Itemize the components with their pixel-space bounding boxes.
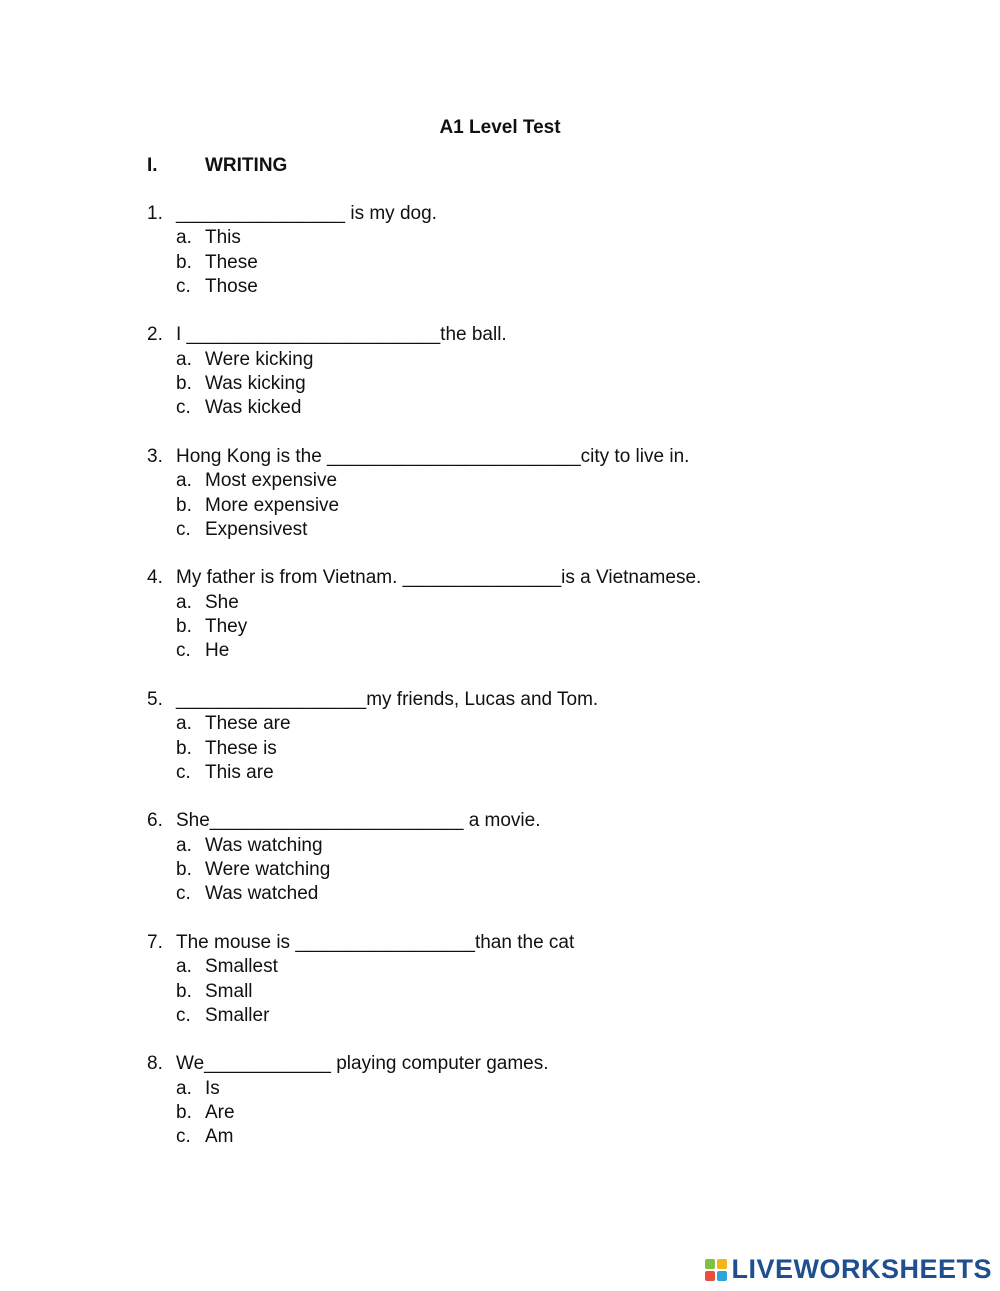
- option-letter: c.: [176, 275, 191, 297]
- option-letter: b.: [176, 859, 192, 881]
- question-prompt: [147, 566, 907, 590]
- option-text: This are: [205, 761, 274, 783]
- option-letter: a.: [176, 1077, 192, 1099]
- option-b[interactable]: [147, 737, 907, 761]
- option-a[interactable]: [147, 834, 907, 858]
- option-c[interactable]: [147, 639, 907, 663]
- question-text: ________________ is my dog.: [176, 203, 437, 224]
- option-text: Small: [205, 980, 253, 1002]
- brand-wordmark: LIVEWORKSHEETS: [731, 1254, 992, 1284]
- question-text: __________________my friends, Lucas and Tom.: [176, 688, 599, 710]
- option-a[interactable]: [147, 1077, 907, 1101]
- option-letter: b.: [176, 980, 192, 1002]
- section-heading: [147, 155, 287, 177]
- question-prompt: [147, 445, 907, 469]
- question-number: 1.: [147, 203, 163, 224]
- option-b[interactable]: [147, 1101, 907, 1125]
- question-2: [147, 323, 907, 420]
- option-text: She: [205, 591, 239, 613]
- option-text: Were kicking: [205, 348, 314, 370]
- question-number: 7.: [147, 931, 163, 953]
- option-letter: a.: [176, 470, 192, 492]
- question-number: 8.: [147, 1053, 163, 1075]
- question-text: Hong Kong is the ________________________city to live in.: [176, 445, 690, 467]
- question-text: My father is from Vietnam. _______________is a Vietnamese.: [176, 567, 702, 589]
- option-b[interactable]: [147, 251, 907, 275]
- option-text: These are: [205, 713, 291, 735]
- question-prompt: [147, 1052, 907, 1076]
- question-8: [147, 1052, 907, 1149]
- logo-square: [705, 1271, 715, 1281]
- option-c[interactable]: [147, 1125, 907, 1149]
- option-text: Smaller: [205, 1004, 270, 1026]
- option-letter: c.: [176, 640, 191, 662]
- option-c[interactable]: [147, 882, 907, 906]
- option-letter: a.: [176, 834, 192, 856]
- question-list: [147, 202, 907, 1174]
- option-letter: a.: [176, 227, 192, 249]
- option-a[interactable]: [147, 712, 907, 736]
- option-text: Was kicked: [205, 397, 302, 419]
- question-number: 2.: [147, 324, 163, 346]
- question-prompt: [147, 931, 907, 955]
- option-letter: c.: [176, 397, 191, 419]
- question-number: 5.: [147, 688, 163, 710]
- option-b[interactable]: [147, 494, 907, 518]
- option-c[interactable]: [147, 1004, 907, 1028]
- question-number: 6.: [147, 810, 163, 832]
- option-text: Was watched: [205, 883, 319, 905]
- option-text: Was kicking: [205, 373, 306, 395]
- option-c[interactable]: [147, 761, 907, 785]
- logo-square: [717, 1259, 727, 1269]
- option-text: Smallest: [205, 956, 278, 978]
- question-text: She________________________ a movie.: [176, 810, 541, 832]
- section-label: WRITING: [205, 155, 288, 176]
- question-prompt: [147, 323, 907, 347]
- option-text: Expensivest: [205, 518, 308, 540]
- option-letter: c.: [176, 518, 191, 540]
- option-text: Am: [205, 1126, 234, 1148]
- option-a[interactable]: [147, 469, 907, 493]
- page-title: A1 Level Test: [439, 117, 561, 138]
- option-b[interactable]: [147, 858, 907, 882]
- option-a[interactable]: [147, 226, 907, 250]
- question-text: We____________ playing computer games.: [176, 1053, 549, 1075]
- option-text: Those: [205, 275, 258, 297]
- option-text: More expensive: [205, 494, 340, 516]
- question-prompt: [147, 688, 907, 712]
- question-number: 3.: [147, 445, 163, 467]
- liveworksheets-logo-icon: [705, 1259, 727, 1281]
- liveworksheets-brand[interactable]: [705, 1254, 992, 1285]
- option-letter: c.: [176, 1004, 191, 1026]
- question-6: [147, 809, 907, 906]
- option-letter: a.: [176, 348, 192, 370]
- logo-square: [705, 1259, 715, 1269]
- option-b[interactable]: [147, 615, 907, 639]
- option-a[interactable]: [147, 955, 907, 979]
- option-letter: a.: [176, 956, 192, 978]
- option-text: Are: [205, 1101, 235, 1123]
- option-letter: c.: [176, 761, 191, 783]
- question-text: The mouse is _________________than the cat: [176, 931, 575, 953]
- question-4: [147, 566, 907, 663]
- question-number: 4.: [147, 567, 163, 589]
- option-text: Was watching: [205, 834, 323, 856]
- option-b[interactable]: [147, 980, 907, 1004]
- option-text: These is: [205, 737, 277, 759]
- option-text: They: [205, 616, 248, 638]
- section-number: I.: [147, 155, 158, 176]
- option-letter: a.: [176, 713, 192, 735]
- option-text: He: [205, 640, 230, 662]
- option-letter: c.: [176, 883, 191, 905]
- question-1: [147, 202, 907, 299]
- option-letter: b.: [176, 737, 192, 759]
- option-letter: c.: [176, 1126, 191, 1148]
- question-3: [147, 445, 907, 542]
- option-a[interactable]: [147, 348, 907, 372]
- question-7: [147, 931, 907, 1028]
- question-5: [147, 688, 907, 785]
- option-letter: b.: [176, 251, 192, 273]
- option-c[interactable]: [147, 275, 907, 299]
- option-b[interactable]: [147, 372, 907, 396]
- option-text: Were watching: [205, 859, 331, 881]
- option-text: These: [205, 251, 258, 273]
- option-letter: b.: [176, 1101, 192, 1123]
- option-c[interactable]: [147, 396, 907, 420]
- option-c[interactable]: [147, 518, 907, 542]
- logo-square: [717, 1271, 727, 1281]
- question-prompt: [147, 202, 907, 226]
- option-letter: b.: [176, 373, 192, 395]
- option-letter: b.: [176, 494, 192, 516]
- option-a[interactable]: [147, 591, 907, 615]
- question-prompt: [147, 809, 907, 833]
- question-text: I ________________________the ball.: [176, 324, 507, 346]
- option-text: Is: [205, 1077, 220, 1099]
- option-text: Most expensive: [205, 470, 338, 492]
- option-text: This: [205, 227, 241, 249]
- option-letter: a.: [176, 591, 192, 613]
- option-letter: b.: [176, 616, 192, 638]
